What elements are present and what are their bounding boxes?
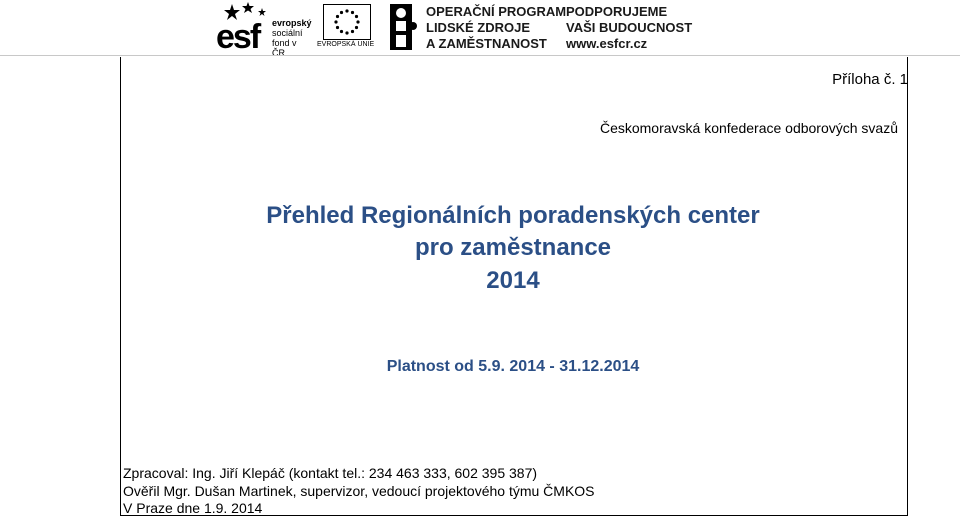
op-line1: OPERAČNÍ PROGRAM bbox=[426, 4, 567, 19]
support-text bbox=[566, 4, 692, 52]
esf-line2: sociální bbox=[272, 28, 303, 38]
verified-by: Ověřil Mgr. Dušan Martinek, supervizor, vedoucí projektového týmu ČMKOS bbox=[123, 483, 595, 499]
esf-line1: evropský bbox=[272, 18, 312, 28]
op-program-text bbox=[426, 4, 566, 52]
support-url[interactable]: www.esfcr.cz bbox=[566, 36, 648, 51]
title-line-1: Přehled Regionálních poradenských center bbox=[266, 202, 760, 229]
organization-name: Českomoravská konfederace odborových svazů bbox=[599, 120, 898, 136]
esf-wordmark: esf bbox=[216, 18, 260, 56]
eu-stars-icon bbox=[324, 5, 370, 39]
eu-logo bbox=[317, 2, 375, 52]
annex-label: Příloha č. 1 bbox=[832, 71, 908, 88]
puzzle-person-icon bbox=[387, 2, 417, 52]
title-year: 2014 bbox=[486, 267, 540, 294]
title-line-2: pro zaměstnance bbox=[414, 234, 612, 261]
support-line1: PODPORUJEME bbox=[566, 4, 668, 19]
header-divider bbox=[0, 55, 960, 56]
prepared-by: Zpracoval: Ing. Jiří Klepáč (kontakt tel.: 234 463 333, 602 395 387) bbox=[123, 465, 538, 481]
support-line2: VAŠI BUDOUCNOST bbox=[566, 20, 693, 35]
esf-logo bbox=[216, 2, 312, 58]
place-date: V Praze dne 1.9. 2014 bbox=[123, 500, 263, 516]
op-line2: LIDSKÉ ZDROJE bbox=[426, 20, 531, 35]
eu-flag-icon bbox=[323, 4, 371, 40]
eu-label: EVROPSKÁ UNIE bbox=[317, 41, 375, 48]
op-line3: A ZAMĚSTNANOST bbox=[426, 36, 547, 51]
esf-caption bbox=[272, 18, 312, 58]
esf-line3: fond v ČR bbox=[272, 38, 297, 58]
logo-header bbox=[0, 0, 960, 58]
validity-period: Platnost od 5.9. 2014 - 31.12.2014 bbox=[386, 358, 640, 375]
